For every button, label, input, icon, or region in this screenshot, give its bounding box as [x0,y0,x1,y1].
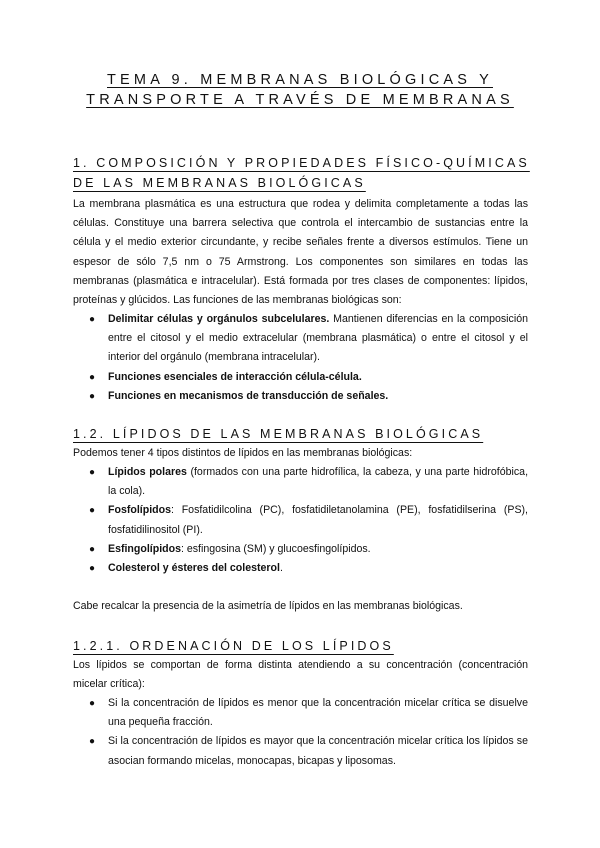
list-item-text: Mantienen diferencias en la composición entre el citosol y el medio extracelular (membrana plasmática) o entre el citosol y el interior del orgánulo (membrana intracelular). [108,313,528,364]
list-item-text: : esfingosina (SM) y glucoesfingolípidos. [180,542,371,555]
list-item-text: Si la concentración de lípidos es mayor que la concentración micelar crítica los lípidos se asocian formando micelas, monocapas, bicapas y liposomas. [108,735,528,767]
list-item-bold: Funciones esenciales de interacción célula-célula. [108,370,362,383]
section-1-heading-line-2: DE LAS MEMBRANAS BIOLÓGICAS [73,176,366,190]
list-item [73,463,528,501]
title-line-1: TEMA 9. MEMBRANAS BIOLÓGICAS Y [107,72,493,88]
section-1-heading [73,153,530,193]
section-1-heading-line-1: 1. COMPOSICIÓN Y PROPIEDADES FÍSICO-QUÍMICAS [73,156,530,170]
bullet-dot-icon: ● [89,736,96,748]
list-item-bold: Lípidos polares [108,466,187,478]
list-item-bold: Fosfolípidos [108,504,171,517]
list-item [73,694,528,732]
section-3-heading [73,636,394,656]
title-line-2: TRANSPORTE A TRAVÉS DE MEMBRANAS [86,92,514,108]
list-item-text: : Fosfatidilcolina (PC), fosfatidiletanolamina (PE), fosfatidilserina (PS), fosfatidilinositol (PI). [108,504,528,536]
bullet-dot-icon: ● [89,563,96,575]
bullet-dot-icon: ● [89,390,96,402]
bullet-dot-icon: ● [89,505,96,517]
list-item-text: (formados con una parte hidrofílica, la cabeza, y una parte hidrofóbica, la cola). [108,466,529,498]
document-title [40,70,560,110]
bullet-dot-icon: ● [89,698,96,709]
section-3-heading-text: 1.2.1. ORDENACIÓN DE LOS LÍPIDOS [73,639,394,653]
list-item [73,368,528,387]
list-item [73,501,528,539]
section-2-lipid-list [73,463,528,578]
list-item [73,310,528,368]
bullet-dot-icon: ● [89,371,96,383]
section-3-intro: Los lípidos se comportan de forma distinta atendiendo a su concentración (concentración micelar crítica): [73,659,528,691]
section-2-heading [73,424,483,444]
section-2-intro: Podemos tener 4 tipos distintos de lípidos en las membranas biológicas: [73,447,413,459]
bullet-dot-icon: ● [89,543,96,555]
list-item-text: . [279,562,283,575]
list-item-text: Si la concentración de lípidos es menor que la concentración micelar crítica se disuelve una pequeña fracción. [108,697,528,729]
list-item-bold: Funciones en mecanismos de transducción de señales. [108,389,389,402]
list-item-bold: Esfingolípidos [108,542,181,555]
section-3-order-list [73,694,528,771]
bullet-dot-icon: ● [89,314,96,325]
bullet-dot-icon: ● [89,467,96,478]
list-item [73,559,528,578]
list-item [73,387,528,406]
section-1-function-list [73,310,528,406]
section-1-paragraph: La membrana plasmática es una estructura que rodea y delimita completamente a todas las células. Constituye una barrera selectiva que controla el intercambio de sustancias entre la célula y el medio exterior circundante, y recibe señales frente a diversos estímulos. Tiene un espesor de sólo 7,5 nm o 75 Armstrong. Los componentes son similares en todas las membranas (plasmática e intracelular). Está formada por tres clases de componentes: lípidos, proteínas y glúcidos. Las funciones de las membranas biológicas son: [73,198,528,307]
list-item [73,732,528,770]
list-item [73,540,528,559]
section-2-heading-text: 1.2. LÍPIDOS DE LAS MEMBRANAS BIOLÓGICAS [73,427,484,441]
section-2-note: Cabe recalcar la presencia de la asimetría de lípidos en las membranas biológicas. [73,600,463,612]
list-item-bold: Colesterol y ésteres del colesterol [108,562,280,575]
list-item-bold: Delimitar células y orgánulos subcelulares. [108,313,330,325]
